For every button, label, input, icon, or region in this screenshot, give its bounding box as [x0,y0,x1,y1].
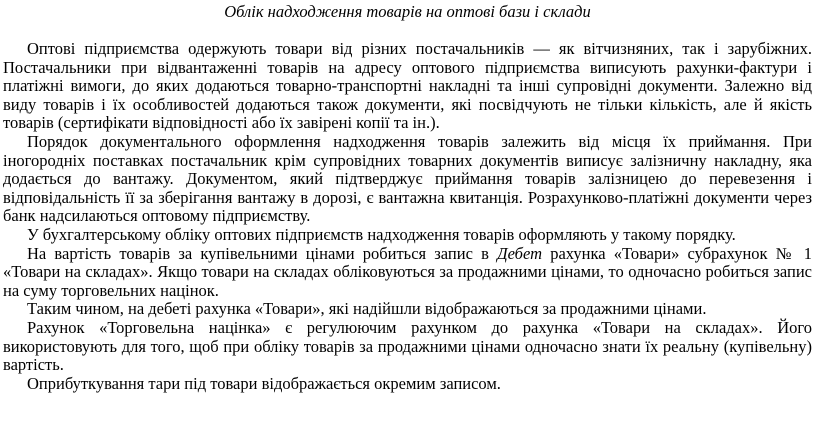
paragraph-documentation-procedure: Порядок документального оформлення надходження товарів залежить від місця їх приймання. При іногородніх поставках постачальник крім супровідних товарних документів виписує залізничну накладну, яка додається до вантажу. Документом, який підтверджує приймання товарів залізницею до перевезення і відповідальність її за зберігання вантажу в дорозі, є вантажна квитанція. Розрахунково-платіжні документи через банк надсилаються оптовому підприємству. [3,131,812,226]
paragraph-debit-entry-end: рахунка «Товари» субрахунок № 1 «Товари на складах». Якщо товари на складах обліковуються за продажними цінами, то одночасно робиться запис на суму торговельних націнок. [3,243,813,300]
paragraph-accounting-order: У бухгалтерському обліку оптових підприємств надходження товарів оформляють у такому порядку. [27,224,736,244]
title-spacer [3,23,812,40]
paragraph-suppliers-documents: Оптові підприємства одержують товари від різних постачальників — як вітчизняних, так і зарубіжних. Постачальники при відвантаженні товарів на адресу оптового підприємства виписують рахунки-фактури і платіжні вимоги, до яких додаються товарно-транспортні накладні та інші супровідні документи. Залежно від виду товарів і їх особливостей додаються також документи, які посвідчують не тільки кількість, але й якість товарів (сертифікати відповідності або їх завірені копії та ін.). [3,39,812,133]
paragraph-sale-prices: Таким чином, на дебеті рахунка «Товари», які надійшли відображаються за продажними цінами. [27,299,707,319]
paragraph-debit-entry [3,245,812,301]
document-title: Облік надходження товарів на оптові бази і склади [224,2,591,21]
paragraph-container-entry: Оприбуткування тари під товари відображається окремим записом. [27,373,501,393]
paragraph-trade-markup: Рахунок «Торговельна націнка» є регулюючим рахунком до рахунка «Товари на складах». Його використовують для того, щоб при обліку товарів за продажними цінами одночасно знати їх реальну (купівельну) вартість. [3,317,812,375]
paragraph-debit-entry-start: На вартість товарів за купівельними цінами робиться запис в [27,243,498,263]
debit-emphasis: Дебет [497,243,543,263]
